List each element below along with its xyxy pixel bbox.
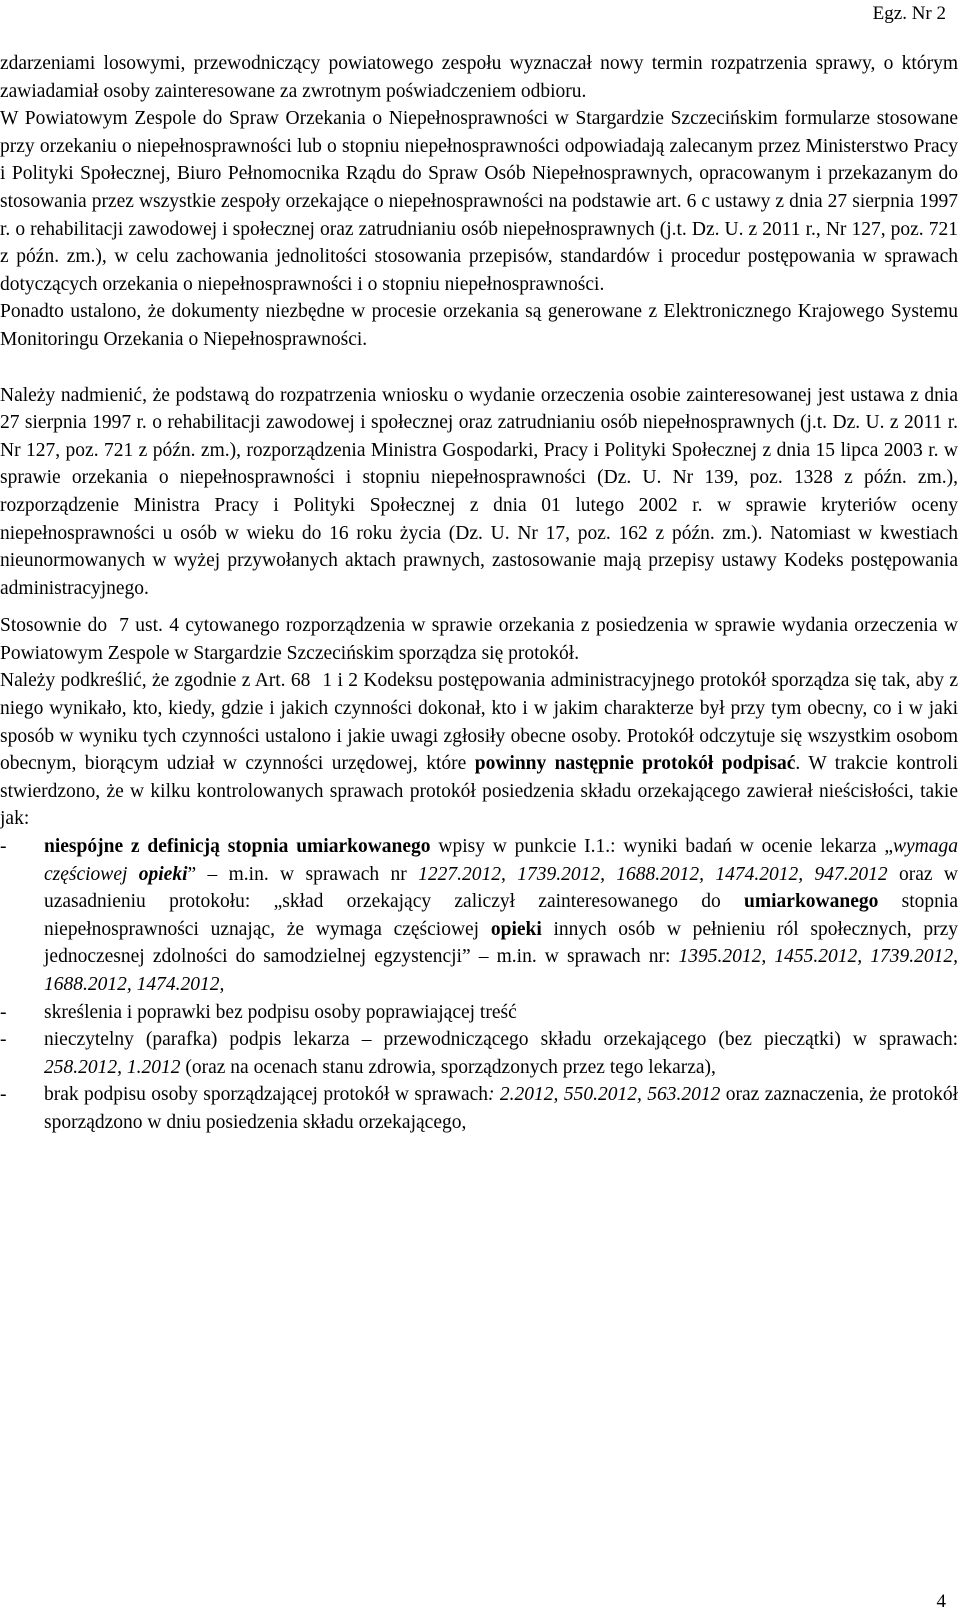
list-dash: - [0, 836, 7, 858]
list-dash: - [0, 1029, 7, 1051]
list-item: - nieczytelny (parafka) podpis lekarza – przewodniczącego składu orzekającego (bez pieczątki) w sprawach: 258.2012, 1.2012 (oraz na ocenach stanu zdrowia, sporządzonych przez tego lekarza), [0, 1026, 958, 1081]
document-body [0, 50, 958, 1137]
findings-list [0, 833, 958, 1137]
list-dash: - [0, 1001, 7, 1023]
paragraph-hearing-deadline: zdarzeniami losowymi, przewodniczący powiatowego zespołu wyznaczał nowy termin rozpatrzenia sprawy, o którym zawiadamiał osoby zainteresowane za zwrotnym poświadczeniem odbioru. [0, 53, 958, 102]
list-item: - skreślenia i poprawki bez podpisu osoby poprawiającej treść [0, 999, 958, 1027]
list-item: - brak podpisu osoby sporządzającej protokół w sprawach: 2.2012, 550.2012, 563.2012 oraz zaznaczenia, że protokół sporządzono w dniu posiedzenia składu orzekającego, [0, 1081, 958, 1136]
paragraph-protocol-requirement: Stosownie do 7 ust. 4 cytowanego rozporządzenia w sprawie orzekania z posiedzenia w sprawie wydania orzeczenia w Powiatowym Zespole w Stargardzie Szczecińskim sporządza się protokół. [0, 615, 958, 664]
list-item: - niespójne z definicją stopnia umiarkowanego wpisy w punkcie I.1.: wyniki badań w ocenie lekarza „wymaga częściowej opieki” – m.in. w sprawach nr 1227.2012, 1739.2012, 1688.2012, 1474.2012, 947.2012 oraz w uzasadnieniu protokołu: „skład orzekający zaliczył zainteresowanego do umiarkowanego stopnia niepełnosprawności uznając, że wymaga częściowej opieki innych osób w pełnieniu ról społecznych, przy jednoczesnej zdolności do samodzielnej egzystencji” – m.in. w sprawach nr: 1395.2012, 1455.2012, 1739.2012, 1688.2012, 1474.2012, [0, 833, 958, 999]
paragraph-protocol-findings: Należy podkreślić, że zgodnie z Art. 68 1 i 2 Kodeksu postępowania administracyjnego protokół sporządza się tak, aby z niego wynikało, kto, kiedy, gdzie i jakich czynności dokonał, kto i w jakim charakterze był przy tym obecny, co i w jaki sposób w wyniku tych czynności ustalono i jakie uwagi zgłosiły obecne osoby. Protokół odczytuje się wszystkim osobom obecnym, biorącym udział w czynności urzędowej, które powinny następnie protokół podpisać. W trakcie kontroli stwierdzono, że w kilku kontrolowanych sprawach protokół posiedzenia składu orzekającego zawierał nieścisłości, takie jak: [0, 670, 959, 830]
paragraph-legal-basis: Należy nadmienić, że podstawą do rozpatrzenia wniosku o wydanie orzeczenia osobie zainteresowanej jest ustawa z dnia 27 sierpnia 1997 r. o rehabilitacji zawodowej i społecznej oraz zatrudnianiu osób niepełnosprawnych (j.t. Dz. U. z 2011 r. Nr 127, poz. 721 z późn. zm.), rozporządzenia Ministra Gospodarki, Pracy i Polityki Społecznej z dnia 15 lipca 2003 r. w sprawie orzekania o niepełnosprawności i stopniu niepełnosprawności (Dz. U. Nr 139, poz. 1328 z późn. zm.), rozporządzenie Ministra Pracy i Polityki Społecznej z dnia 01 lutego 2002 r. w sprawie kryteriów oceny niepełnosprawności u osób w wieku do 16 roku życia (Dz. U. Nr 17, poz. 162 z późn. zm.). Natomiast w kwestiach nieunormowanych w wyżej przywołanych aktach prawnych, zastosowanie mają przepisy ustawy Kodeks postępowania administracyjnego. [0, 384, 958, 599]
list-dash: - [0, 1084, 7, 1106]
paragraph-forms: W Powiatowym Zespole do Spraw Orzekania o Niepełnosprawności w Stargardzie Szczecińskim formularze stosowane przy orzekaniu o niepełnosprawności lub o stopniu niepełnosprawności odpowiadają zalecanym przez Ministerstwo Pracy i Polityki Społecznej, Biuro Pełnomocnika Rządu do Spraw Osób Niepełnosprawnych, opracowanym i przekazanym do stosowania przez wszystkie zespoły orzekające o niepełnosprawności na podstawie art. 6 c ustawy z dnia 27 sierpnia 1997 r. o rehabilitacji zawodowej i społecznej oraz zatrudnianiu osób niepełnosprawnych (j.t. Dz. U. z 2011 r., Nr 127, poz. 721 z późn. zm.), w celu zachowania jednolitości stosowania przepisów, standardów i procedur postępowania w sprawach dotyczących orzekania o niepełnosprawności i o stopniu niepełnosprawności. [0, 108, 958, 295]
paragraph-ekspon-system: Ponadto ustalono, że dokumenty niezbędne w procesie orzekania są generowane z Elektronicznego Krajowego Systemu Monitoringu Orzekania o Niepełnosprawności. [0, 301, 958, 350]
copy-number-label: Egz. Nr 2 [872, 3, 946, 24]
page-number: 4 [936, 1591, 946, 1612]
